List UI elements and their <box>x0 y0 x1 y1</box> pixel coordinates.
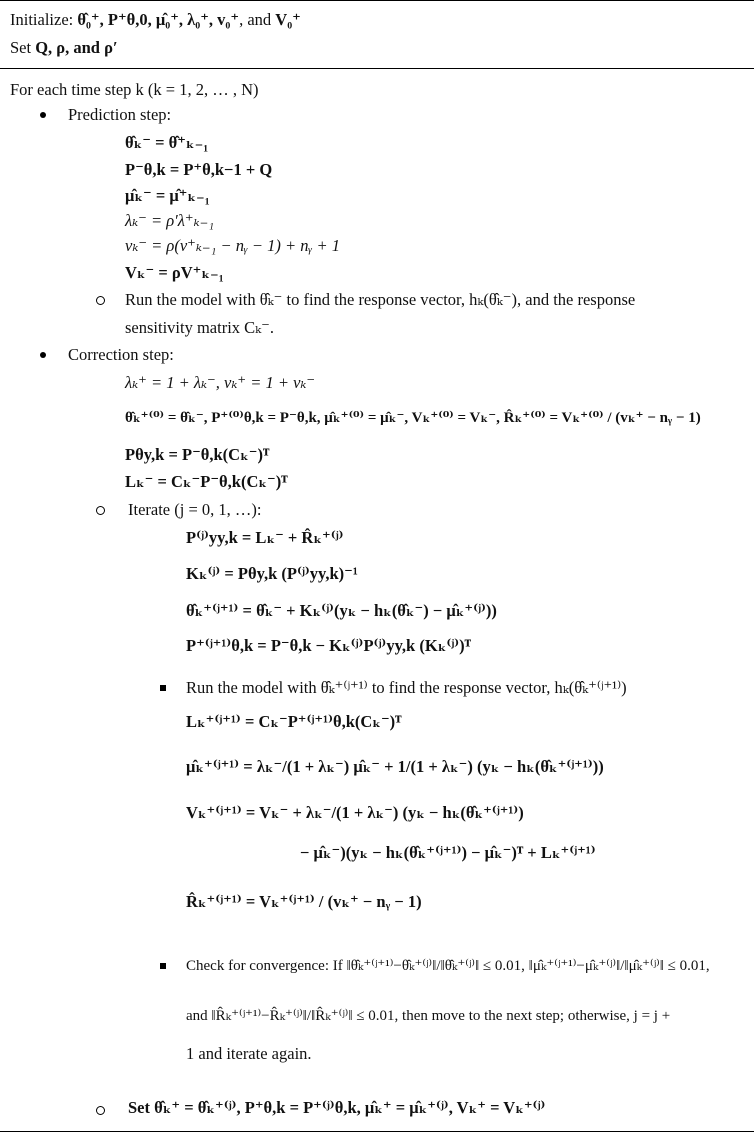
iterate-eq-1: P⁽ʲ⁾yy,k = Lₖ⁻ + R̂ₖ⁺⁽ʲ⁾ <box>186 528 344 547</box>
init-line-2 <box>10 38 118 58</box>
iterate-eq-3: θ̂ₖ⁺⁽ʲ⁺¹⁾ = θ̂ₖ⁻ + Kₖ⁽ʲ⁾(yₖ − hₖ(θ̂ₖ⁻) − μ̂ₖ⁺⁽ʲ⁾)) <box>186 601 497 620</box>
prediction-eq-5: vₖ⁻ = ρ(v⁺ₖ₋₁ − nᵧ − 1) + nᵧ + 1 <box>125 236 340 255</box>
init-last-var: V₀⁺ <box>275 10 301 29</box>
prediction-eq-1: θ̂ₖ⁻ = θ̂⁺ₖ₋₁ <box>125 133 209 152</box>
correction-eq-1: λₖ⁺ = 1 + λₖ⁻, vₖ⁺ = 1 + vₖ⁻ <box>125 373 316 392</box>
prediction-run-marker <box>96 296 105 305</box>
prediction-eq-6: Vₖ⁻ = ρV⁺ₖ₋₁ <box>125 263 224 282</box>
prediction-label: Prediction step: <box>68 105 172 124</box>
correction-eq-3: Pθy,k = P⁻θ,k(Cₖ⁻)ᵀ <box>125 445 270 464</box>
run-text: Run the model with θ̂ₖ⁺⁽ʲ⁺¹⁾ to find the response vector, hₖ(θ̂ₖ⁺⁽ʲ⁺¹⁾) <box>186 678 627 697</box>
run-eq-2: μ̂ₖ⁺⁽ʲ⁺¹⁾ = λₖ⁻/(1 + λₖ⁻) μ̂ₖ⁻ + 1/(1 + λₖ⁻) (yₖ − hₖ(θ̂ₖ⁺⁽ʲ⁺¹⁾)) <box>186 757 604 776</box>
prediction-bullet <box>40 112 46 118</box>
prediction-run-line-1: Run the model with θ̂ₖ⁻ to find the response vector, hₖ(θ̂ₖ⁻), and the response <box>125 290 636 309</box>
check-marker <box>160 963 166 969</box>
set-marker <box>96 1106 105 1115</box>
loop-header: For each time step k (k = 1, 2, … , N) <box>10 80 259 99</box>
iterate-marker <box>96 506 105 515</box>
init-label: Initialize: <box>10 10 74 29</box>
run-eq-3: Vₖ⁺⁽ʲ⁺¹⁾ = Vₖ⁻ + λₖ⁻/(1 + λₖ⁻) (yₖ − hₖ(θ̂ₖ⁺⁽ʲ⁺¹⁾) <box>186 803 524 822</box>
check-line-3: 1 and iterate again. <box>186 1044 312 1063</box>
run-eq-5: R̂ₖ⁺⁽ʲ⁺¹⁾ = Vₖ⁺⁽ʲ⁺¹⁾ / (vₖ⁺ − nᵧ − 1) <box>186 892 422 911</box>
iterate-eq-2: Kₖ⁽ʲ⁾ = Pθy,k (P⁽ʲ⁾yy,k)⁻¹ <box>186 564 358 583</box>
correction-bullet <box>40 352 46 358</box>
check-line-1: Check for convergence: If ‖θ̂ₖ⁺⁽ʲ⁺¹⁾−θ̂ₖ⁺⁽ʲ⁾‖/‖θ̂ₖ⁺⁽ʲ⁾‖ ≤ 0.01, ‖μ̂ₖ⁺⁽ʲ⁺¹⁾−μ̂ₖ⁺⁽ʲ⁾‖/‖μ̂ₖ⁺⁽ʲ⁾‖ ≤ 0.01, <box>186 958 710 974</box>
run-eq-1: Lₖ⁺⁽ʲ⁺¹⁾ = Cₖ⁻P⁺⁽ʲ⁺¹⁾θ,k(Cₖ⁻)ᵀ <box>186 712 402 731</box>
run-marker <box>160 685 166 691</box>
check-line-2: and ‖R̂ₖ⁺⁽ʲ⁺¹⁾−R̂ₖ⁺⁽ʲ⁾‖/‖R̂ₖ⁺⁽ʲ⁾‖ ≤ 0.01, then move to the next step; otherwise, j = j + <box>186 1008 671 1024</box>
prediction-run-line-2: sensitivity matrix Cₖ⁻. <box>125 318 275 337</box>
set-vars: Q, ρ, and ρ′ <box>35 38 118 57</box>
init-vars: θ̂₀⁺, P⁺θ,0, μ̂₀⁺, λ₀⁺, v₀⁺ <box>77 10 240 29</box>
prediction-eq-4: λₖ⁻ = ρ′λ⁺ₖ₋₁ <box>125 211 215 230</box>
iterate-label: Iterate (j = 0, 1, …): <box>128 500 262 519</box>
init-divider-rule <box>0 68 754 69</box>
prediction-eq-2: P⁻θ,k = P⁺θ,k−1 + Q <box>125 160 273 179</box>
set-label: Set <box>10 38 32 57</box>
top-rule <box>0 0 754 1</box>
prediction-eq-3: μ̂ₖ⁻ = μ̂⁺ₖ₋₁ <box>125 186 210 205</box>
set-final: Set θ̂ₖ⁺ = θ̂ₖ⁺⁽ʲ⁾, P⁺θ,k = P⁺⁽ʲ⁾θ,k, μ̂ₖ⁺ = μ̂ₖ⁺⁽ʲ⁾, Vₖ⁺ = Vₖ⁺⁽ʲ⁾ <box>128 1098 546 1117</box>
correction-label: Correction step: <box>68 345 174 364</box>
init-line-1: Initialize: θ̂₀⁺, P⁺θ,0, μ̂₀⁺, λ₀⁺, v₀⁺, and V₀⁺ <box>10 10 301 29</box>
iterate-eq-4: P⁺⁽ʲ⁺¹⁾θ,k = P⁻θ,k − Kₖ⁽ʲ⁾P⁽ʲ⁾yy,k (Kₖ⁽ʲ⁾)ᵀ <box>186 636 471 655</box>
run-eq-4: − μ̂ₖ⁻)(yₖ − hₖ(θ̂ₖ⁺⁽ʲ⁺¹⁾) − μ̂ₖ⁻)ᵀ + Lₖ⁺⁽ʲ⁺¹⁾ <box>300 843 596 862</box>
correction-eq-2: θ̂ₖ⁺⁽⁰⁾ = θ̂ₖ⁻, P⁺⁽⁰⁾θ,k = P⁻θ,k, μ̂ₖ⁺⁽⁰⁾ = μ̂ₖ⁻, Vₖ⁺⁽⁰⁾ = Vₖ⁻, R̂ₖ⁺⁽⁰⁾ = Vₖ⁺⁽⁰⁾ / (vₖ⁺ − nᵧ − 1) <box>125 410 701 426</box>
correction-eq-4: Lₖ⁻ = Cₖ⁻P⁻θ,k(Cₖ⁻)ᵀ <box>125 472 288 491</box>
